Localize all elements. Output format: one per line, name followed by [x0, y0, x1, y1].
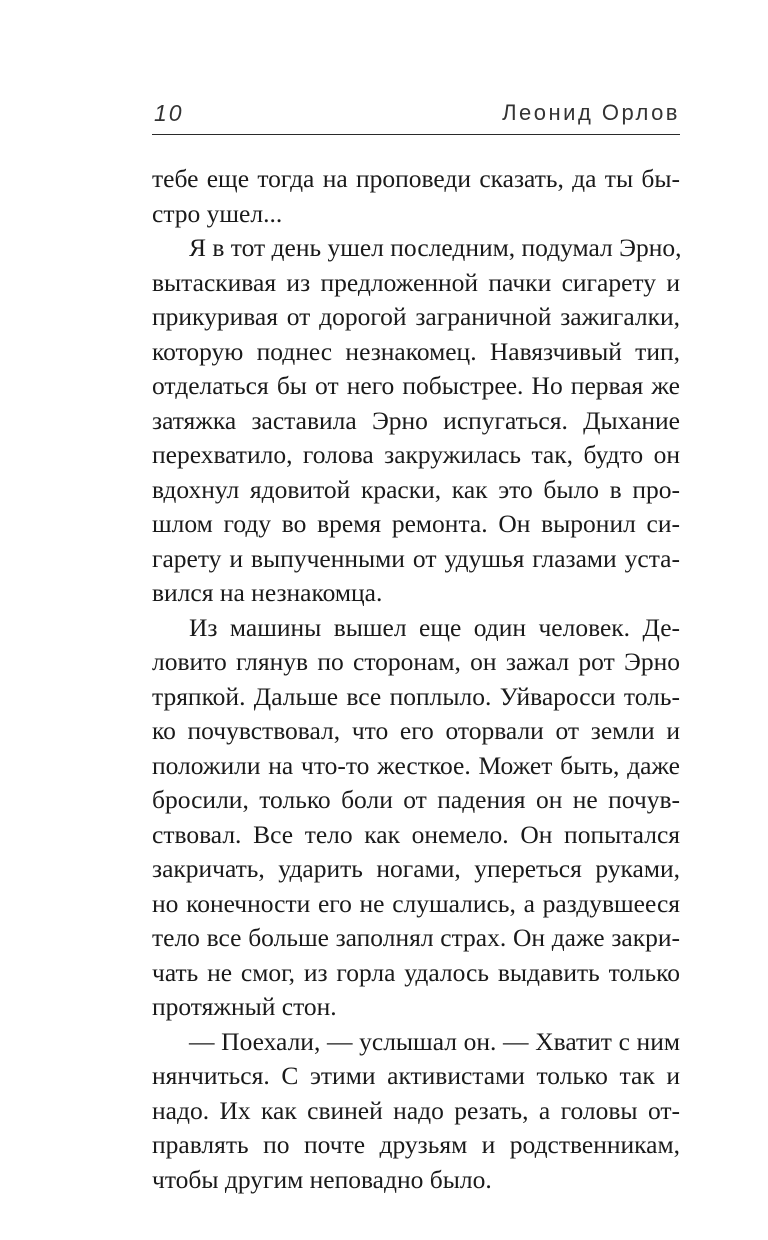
text-line: бросили, только боли от падения он не почув- — [152, 785, 680, 814]
text-line: положили на что-то жесткое. Может быть, даже — [152, 750, 680, 780]
paragraph — [152, 162, 680, 231]
text-line: Я в тот день ушел последним, подумал Эрно, — [189, 233, 682, 262]
text-line: Из машины вышел еще один человек. Де- — [189, 612, 680, 642]
paragraph — [152, 231, 680, 611]
text-line: ловито глянув по сторонам, он зажал рот Эрно — [152, 647, 680, 676]
text-line: вытаскивая из предложенной пачки сигарету и — [152, 267, 680, 297]
text-line: гарету и выпученными от удушья глазами уста- — [152, 543, 680, 573]
text-line: протяжный стон. — [152, 992, 337, 1021]
text-line: вдохнул ядовитой краски, как это было в про- — [152, 474, 680, 504]
text-line: которую поднес незнакомец. Навязчивый тип, — [152, 336, 680, 366]
text-line: ко почувствовал, что его оторвали от земли и — [152, 716, 680, 745]
text-line: чтобы другим неповадно было. — [152, 1164, 492, 1194]
text-line: стро ушел... — [152, 198, 283, 228]
page-number: 10 — [154, 100, 184, 126]
text-line: нянчиться. С этими активистами только так и — [152, 1061, 680, 1090]
paragraph — [152, 1025, 680, 1198]
text-line: тело все больше заполнял страх. Он даже закри- — [152, 923, 680, 952]
text-line: затяжка заставила Эрно испугаться. Дыхание — [152, 405, 680, 435]
running-header — [152, 96, 680, 135]
text-line: перехватило, голова закружилась так, будто он — [152, 440, 680, 469]
text-line: шлом году во время ремонта. Он выронил си- — [152, 509, 680, 538]
text-line: прикуривая от дорогой заграничной зажигалки, — [152, 302, 680, 331]
paragraph — [152, 611, 680, 1025]
author-name: Леонид Орлов — [502, 100, 680, 125]
text-line: вился на незнакомца. — [152, 578, 383, 607]
text-line: тебе еще тогда на проповеди сказать, да ты бы- — [152, 164, 680, 193]
text-line: закричать, ударить ногами, упереться руками, — [152, 854, 680, 883]
text-line: чать не смог, из горла удалось выдавить только — [152, 957, 680, 987]
body-text — [152, 162, 680, 1197]
text-line: тряпкой. Дальше все поплыло. Уйваросси толь- — [152, 681, 680, 711]
text-line: но конечности его не слушались, а раздувшееся — [152, 888, 680, 918]
text-line: — Поехали, — услышал он. — Хватит с ним — [189, 1026, 680, 1056]
text-line: ствовал. Все тело как онемело. Он попытался — [152, 819, 680, 849]
text-line: правлять по почте друзьям и родственникам, — [152, 1130, 680, 1159]
text-line: отделаться бы от него побыстрее. Но первая же — [152, 371, 680, 400]
text-line: надо. Их как свиней надо резать, а головы от- — [152, 1095, 680, 1125]
